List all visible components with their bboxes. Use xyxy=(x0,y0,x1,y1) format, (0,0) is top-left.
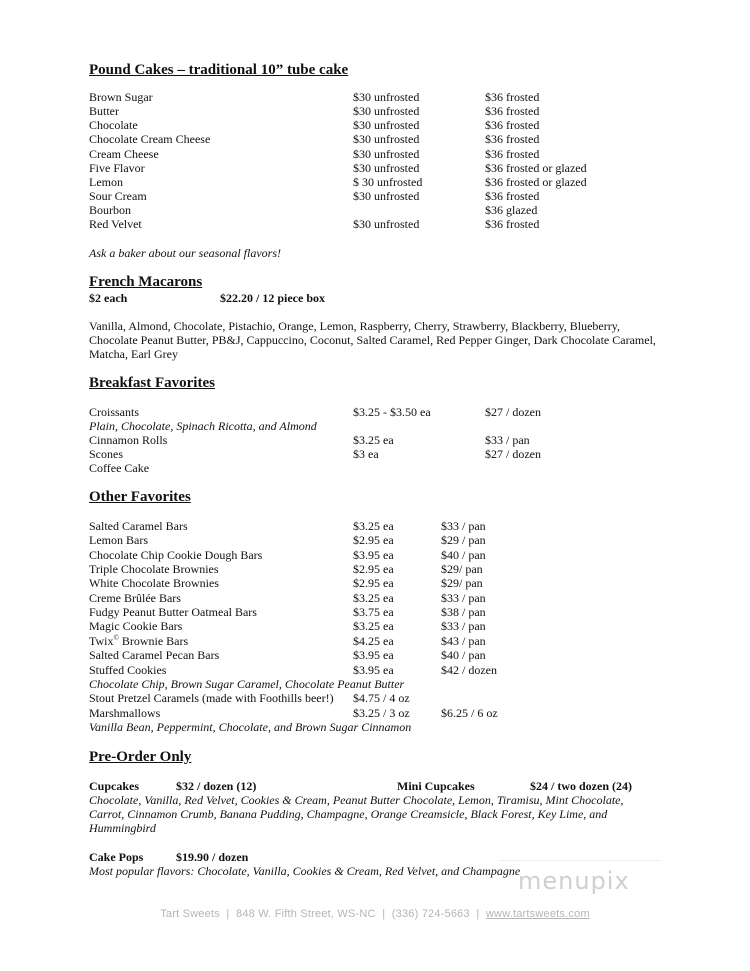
menu-item-price: $30 unfrosted xyxy=(353,118,420,133)
macarons-heading xyxy=(89,273,202,291)
menu-item-row xyxy=(89,648,719,662)
menu-item-price: $30 unfrosted xyxy=(353,189,420,204)
footer-business-name: Tart Sweets xyxy=(160,908,220,920)
menu-item-name: Stuffed Cookies xyxy=(89,662,167,677)
menu-item-price-alt: $38 / pan xyxy=(441,605,486,620)
mini-cupcakes-label: Mini Cupcakes xyxy=(397,779,475,793)
menu-item-price: $4.25 ea xyxy=(353,633,394,648)
menu-item-price-alt: $36 frosted or glazed xyxy=(485,174,587,189)
menupix-watermark: menupix xyxy=(518,867,630,895)
menu-item-row xyxy=(89,405,719,419)
menu-item-row xyxy=(89,548,719,562)
menu-item-name: Croissants xyxy=(89,405,140,419)
menu-item-name: Plain, Chocolate, Spinach Ricotta, and Almond xyxy=(89,419,317,434)
menu-item-name: Bourbon xyxy=(89,203,131,218)
menu-item-price: $30 unfrosted xyxy=(353,104,420,119)
macarons-flavors xyxy=(89,319,729,362)
menu-item-price: $30 unfrosted xyxy=(353,146,420,161)
menu-item-price: $30 unfrosted xyxy=(353,132,420,147)
menu-item-price-alt: $36 frosted xyxy=(485,217,540,232)
menu-item-row xyxy=(89,175,719,189)
menu-item-price: $2.95 ea xyxy=(353,533,394,548)
menu-item-price-alt: $36 frosted xyxy=(485,90,540,104)
menu-item-row xyxy=(89,161,719,175)
menu-item-price-alt: $36 frosted xyxy=(485,132,540,147)
footer-separator: | xyxy=(476,908,480,920)
cupcake-flavors-line: Chocolate, Vanilla, Red Velvet, Cookies & Cream, Peanut Butter Chocolate, Lemon, Tiramisu, Mint Chocolate, xyxy=(89,793,624,807)
menu-item-price: $3.95 ea xyxy=(353,648,394,663)
menu-item-row xyxy=(89,189,719,203)
macarons-box-price: $22.20 / 12 piece box xyxy=(220,291,325,305)
menu-item-price: $3.75 ea xyxy=(353,605,394,620)
menu-item-price-alt: $36 frosted xyxy=(485,189,540,204)
cupcake-flavors-line: Carrot, Cinnamon Crumb, Banana Pudding, Champagne, Orange Creamsicle, Black Forest, Key Lime, and xyxy=(89,807,608,822)
menu-item-price-alt: $29/ pan xyxy=(441,576,483,591)
mini-cupcakes-price: $24 / two dozen (24) xyxy=(530,779,632,793)
footer xyxy=(0,907,750,921)
menu-item-row xyxy=(89,118,719,132)
menu-item-row xyxy=(89,691,719,705)
menu-item-price-alt: $40 / pan xyxy=(441,547,486,562)
menu-item-name: Five Flavor xyxy=(89,160,145,175)
cupcakes-row xyxy=(89,779,719,793)
menu-item-row xyxy=(89,519,719,533)
pre-order-heading: Pre-Order Only xyxy=(89,749,192,765)
menu-item-row xyxy=(89,90,719,104)
menu-item-row xyxy=(89,706,719,720)
menu-item-name: Magic Cookie Bars xyxy=(89,619,183,634)
footer-phone: (336) 724-5663 xyxy=(391,908,470,920)
macarons-price-row xyxy=(89,291,719,305)
menu-item-price-alt: $36 frosted or glazed xyxy=(485,160,587,175)
cupcakes-price: $32 / dozen (12) xyxy=(176,779,257,793)
menu-item-name: Triple Chocolate Brownies xyxy=(89,562,219,577)
menu-item-price: $30 unfrosted xyxy=(353,217,420,232)
menu-item-price-alt: $36 frosted xyxy=(485,104,540,119)
menu-item-name: Chocolate Cream Cheese xyxy=(89,132,211,147)
menu-item-name: Red Velvet xyxy=(89,217,142,232)
menu-item-row xyxy=(89,203,719,217)
cake-pops-label: Cake Pops xyxy=(89,850,144,864)
menu-item-price: $4.75 / 4 oz xyxy=(353,691,410,706)
macarons-title: French Macarons xyxy=(89,274,203,290)
menu-item-row xyxy=(89,634,719,648)
menu-item-price: $3.95 ea xyxy=(353,662,394,677)
footer-separator: | xyxy=(382,908,386,920)
pound-cakes-heading: Pound Cakes – traditional 10” tube cake xyxy=(89,62,349,78)
menu-item-price-alt: $33 / pan xyxy=(441,519,486,533)
cupcake-flavors xyxy=(89,793,719,836)
menu-item-row xyxy=(89,217,719,231)
menu-item-name: Chocolate xyxy=(89,118,138,133)
menu-item-price: $3 ea xyxy=(353,447,379,462)
menu-item-name-part: Twix xyxy=(89,633,114,648)
cake-pops-flavors: Most popular flavors: Chocolate, Vanilla, Cookies & Cream, Red Velvet, and Champagne xyxy=(89,864,521,878)
menu-item-name: Lemon Bars xyxy=(89,533,148,548)
menu-item-price-alt: $27 / dozen xyxy=(485,405,541,419)
cupcake-flavors-line: Hummingbird xyxy=(89,821,156,836)
menu-item-name: Salted Caramel Pecan Bars xyxy=(89,648,220,663)
menu-item-price: $2.95 ea xyxy=(353,562,394,577)
menu-item-price-alt: $42 / dozen xyxy=(441,662,497,677)
cupcakes-label: Cupcakes xyxy=(89,779,140,793)
menu-item-name xyxy=(89,634,188,648)
menu-item-row xyxy=(89,720,719,734)
menu-item-price: $3.25 ea xyxy=(353,619,394,634)
menu-item-row xyxy=(89,419,719,433)
seasonal-note: Ask a baker about our seasonal flavors! xyxy=(89,246,281,260)
footer-website-link[interactable]: www.tartsweets.com xyxy=(485,908,590,920)
menu-item-row xyxy=(89,562,719,576)
menu-item-price-alt: $6.25 / 6 oz xyxy=(441,705,498,720)
menu-item-name: Fudgy Peanut Butter Oatmeal Bars xyxy=(89,605,257,620)
menu-item-price-alt: $40 / pan xyxy=(441,648,486,663)
menu-item-price: $3.25 - $3.50 ea xyxy=(353,405,431,419)
menu-item-name: Salted Caramel Bars xyxy=(89,519,188,533)
other-favorites-heading: Other Favorites xyxy=(89,489,191,505)
macarons-each-price: $2 each xyxy=(89,291,128,305)
menu-item-name: Scones xyxy=(89,447,123,462)
menu-item-row xyxy=(89,147,719,161)
footer-address: 848 W. Fifth Street, WS-NC xyxy=(236,908,376,920)
menu-item-row xyxy=(89,461,719,475)
menu-item-row xyxy=(89,447,719,461)
menu-item-row xyxy=(89,104,719,118)
menu-item-price: $3.25 ea xyxy=(353,590,394,605)
menu-item-price-alt: $36 glazed xyxy=(485,203,538,218)
menu-item-name: White Chocolate Brownies xyxy=(89,576,219,591)
menu-item-price-alt: $33 / pan xyxy=(441,619,486,634)
menu-item-name: Vanilla Bean, Peppermint, Chocolate, and Brown Sugar Cinnamon xyxy=(89,719,412,734)
menu-item-price: $2.95 ea xyxy=(353,576,394,591)
menu-item-row xyxy=(89,576,719,590)
macarons-flavors-line: Chocolate Peanut Butter, PB&J, Cappuccino, Coconut, Salted Caramel, Red Pepper Ginger, Dark Chocolate Caramel, xyxy=(89,333,656,348)
menu-item-name: Chocolate Chip Cookie Dough Bars xyxy=(89,547,263,562)
menu-item-row xyxy=(89,677,719,691)
menu-item-price: $3.25 ea xyxy=(353,519,394,533)
menu-item-name: Marshmallows xyxy=(89,705,161,720)
macarons-flavors-line: Vanilla, Almond, Chocolate, Pistachio, Orange, Lemon, Raspberry, Cherry, Strawberry, Blackberry, Blueberry, xyxy=(89,319,620,333)
menu-item-price: $3.25 / 3 oz xyxy=(353,705,410,720)
cake-pops-price: $19.90 / dozen xyxy=(176,850,249,864)
menu-item-row xyxy=(89,619,719,633)
menu-item-price-alt: $29 / pan xyxy=(441,533,486,548)
menu-item-row xyxy=(89,132,719,146)
menu-item-name: Butter xyxy=(89,104,119,119)
breakfast-heading: Breakfast Favorites xyxy=(89,375,215,391)
menu-item-price: $3.25 ea xyxy=(353,433,394,448)
copyright-mark: © xyxy=(113,633,119,642)
menu-item-price: $30 unfrosted xyxy=(353,160,420,175)
menu-item-price-alt: $29/ pan xyxy=(441,562,483,577)
menu-item-name: Stout Pretzel Caramels (made with Foothills beer!) xyxy=(89,691,334,706)
menu-item-price-alt: $27 / dozen xyxy=(485,447,541,462)
menu-item-row xyxy=(89,605,719,619)
menu-item-price-alt: $43 / pan xyxy=(441,633,486,648)
menu-item-name: Creme Brûlée Bars xyxy=(89,590,181,605)
menu-item-price-alt: $36 frosted xyxy=(485,118,540,133)
menu-item-price-alt: $33 / pan xyxy=(441,590,486,605)
menu-item-name: Lemon xyxy=(89,174,123,189)
menu-item-row xyxy=(89,533,719,547)
menu-item-name-part: Brownie Bars xyxy=(118,633,189,648)
menu-item-row xyxy=(89,663,719,677)
menu-item-price-alt: $36 frosted xyxy=(485,146,540,161)
menu-item-name: Cream Cheese xyxy=(89,146,159,161)
menu-item-price: $ 30 unfrosted xyxy=(353,174,423,189)
macarons-flavors-line: Matcha, Earl Grey xyxy=(89,347,178,362)
menu-item-price-alt: $33 / pan xyxy=(485,433,530,448)
menu-item-name: Chocolate Chip, Brown Sugar Caramel, Chocolate Peanut Butter xyxy=(89,676,405,691)
footer-separator: | xyxy=(226,908,230,920)
menu-item-name: Brown Sugar xyxy=(89,90,153,104)
watermark-divider xyxy=(500,860,660,861)
menu-item-name: Sour Cream xyxy=(89,189,147,204)
menu-item-row xyxy=(89,433,719,447)
menu-item-price: $3.95 ea xyxy=(353,547,394,562)
menu-item-name: Coffee Cake xyxy=(89,461,150,476)
menu-item-row xyxy=(89,591,719,605)
menu-item-price: $30 unfrosted xyxy=(353,90,420,104)
cake-pops-row xyxy=(89,850,719,864)
menu-item-name: Cinnamon Rolls xyxy=(89,433,168,448)
